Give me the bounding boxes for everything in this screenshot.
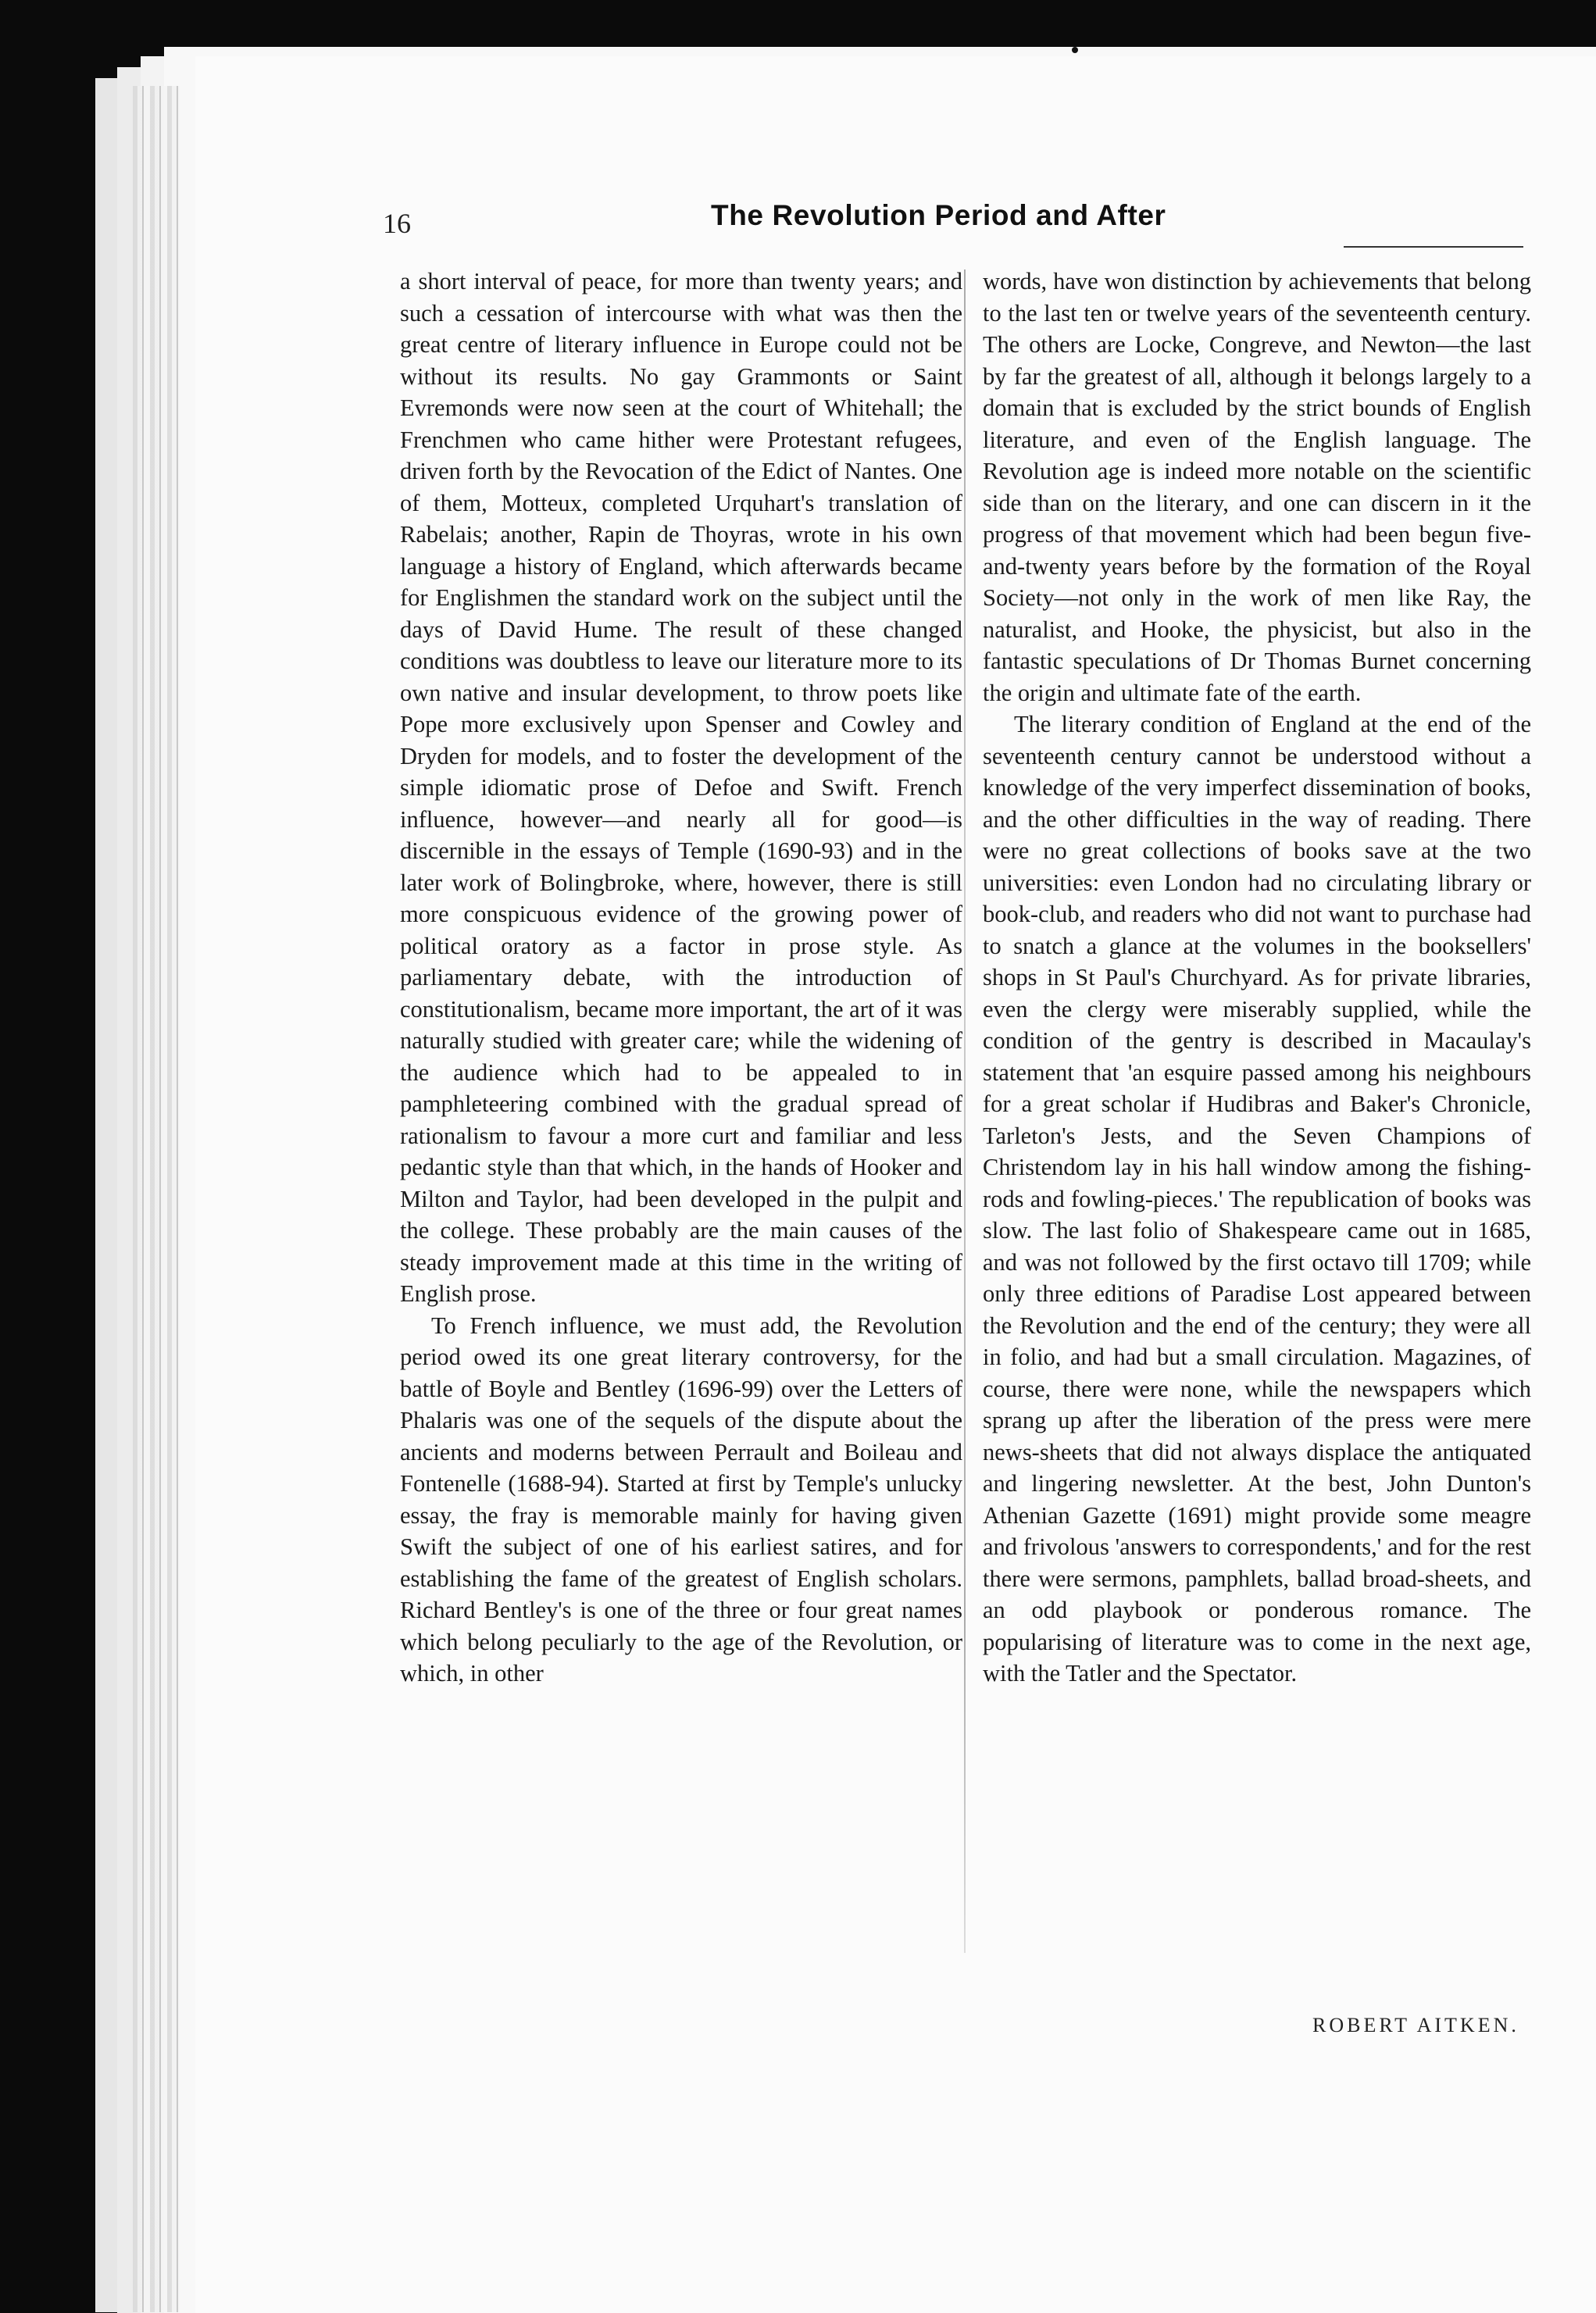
paragraph: The literary condition of England at the end of the seventeenth century cannot be understood without a knowledge of the very imperfect dissemination of books, and the other difficulties in the way of reading. There were no great collections of books save at the two universities: even London had no circulating library or book-club, and readers who did not want to purchase had to snatch a glance at the volumes in the booksellers' shops in St Paul's Churchyard. As for private libraries, even the clergy were miserably supplied, while the condition of the gentry is described in Macaulay's statement that 'an esquire passed among his neighbours for a great scholar if Hudibras and Baker's Chronicle, Tarleton's Jests, and the Seven Champions of Christendom lay in his hall window among the fishing-rods and fowling-pieces.' The republication of books was slow. The last folio of Shakespeare came out in 1685, and was not followed by the first octavo till 1709; while only three editions of Paradise Lost appeared between the Revolution and the end of the century; they were all in folio, and had but a small circulation. Magazines, of course, there were none, while the newspapers which sprang up after the liberation of the press were mere news-sheets that did not always displace the antiquated and lingering newsletter. At the best, John Dunton's Athenian Gazette (1691) might provide some meagre and frivolous 'answers to correspondents,' and for the rest there were sermons, pamphlets, ballad broad-sheets, and an odd playbook or ponderous romance. The popularising of literature was to come in the next age, with the Tatler and the Spectator.: [983, 711, 1531, 1687]
running-title: The Revolution Period and After: [711, 199, 1166, 231]
paragraph: To French influence, we must add, the Revolution period owed its one great literary controversy, for the battle of Boyle and Bentley (1696-99) over the Letters of Phalaris was one of the sequels of the dispute about the ancients and moderns between Perrault and Boileau and Fontenelle (1688-94). Started at first by Temple's unlucky essay, the fray is memorable mainly for having given Swift the subject of one of his earliest satires, and for establishing the fame of the greatest of English scholars. Richard Bentley's is one of the three or four great names which belong peculiarly to the age of the Revolution, or which, in other: [400, 1312, 962, 1687]
column-divider: [964, 269, 966, 1953]
header-rule: [1344, 246, 1523, 248]
book-binding-edge: [133, 86, 180, 2312]
left-column: [400, 266, 962, 1690]
page-number: 16: [383, 208, 411, 239]
paragraph: words, have won distinction by achievements that belong to the last ten or twelve years of the seventeenth century. The others are Locke, Congreve, and Newton—the last by far the greatest of all, although it belongs largely to a domain that is excluded by the strict bounds of English literature, and even of the English language. The Revolution age is indeed more notable on the scientific side than on the literary, and one can discern in it the progress of that movement which had been begun five-and-twenty years before by the formation of the Royal Society—not only in the work of men like Ray, the naturalist, and Hooke, the physicist, but also in the fantastic speculations of Dr Thomas Burnet concerning the origin and ultimate fate of the earth.: [983, 268, 1531, 706]
author-signature: ROBERT AITKEN.: [1312, 2014, 1519, 2036]
right-column: [983, 266, 1531, 1690]
scan-speck: [1072, 47, 1078, 53]
paragraph: a short interval of peace, for more than twenty years; and such a cessation of intercourse with what was then the great centre of literary influence in Europe could not be without its results. No gay Grammonts or Saint Evremonds were now seen at the court of Whitehall; the Frenchmen who came hither were Protestant refugees, driven forth by the Revocation of the Edict of Nantes. One of them, Motteux, completed Urquhart's translation of Rabelais; another, Rapin de Thoyras, wrote in his own language a history of England, which afterwards became for Englishmen the standard work on the subject until the days of David Hume. The result of these changed conditions was doubtless to leave our literature more to its own native and insular development, to throw poets like Pope more exclusively upon Spenser and Cowley and Dryden for models, and to foster the development of the simple idiomatic prose of Defoe and Swift. French influence, however—and nearly all for good—is discernible in the essays of Temple (1690-93) and in the later work of Bolingbroke, where, however, there is still more conspicuous evidence of the growing power of political oratory as a factor in prose style. As parliamentary debate, with the introduction of constitutionalism, became more important, the art of it was naturally studied with greater care; while the widening of the audience which had to be appealed to in pamphleteering combined with the gradual spread of rationalism to favour a more curt and familiar and less pedantic style than that which, in the hands of Hooker and Milton and Taylor, had been developed in the pulpit and the college. These probably are the main causes of the steady improvement made at this time in the writing of English prose.: [400, 268, 962, 1307]
